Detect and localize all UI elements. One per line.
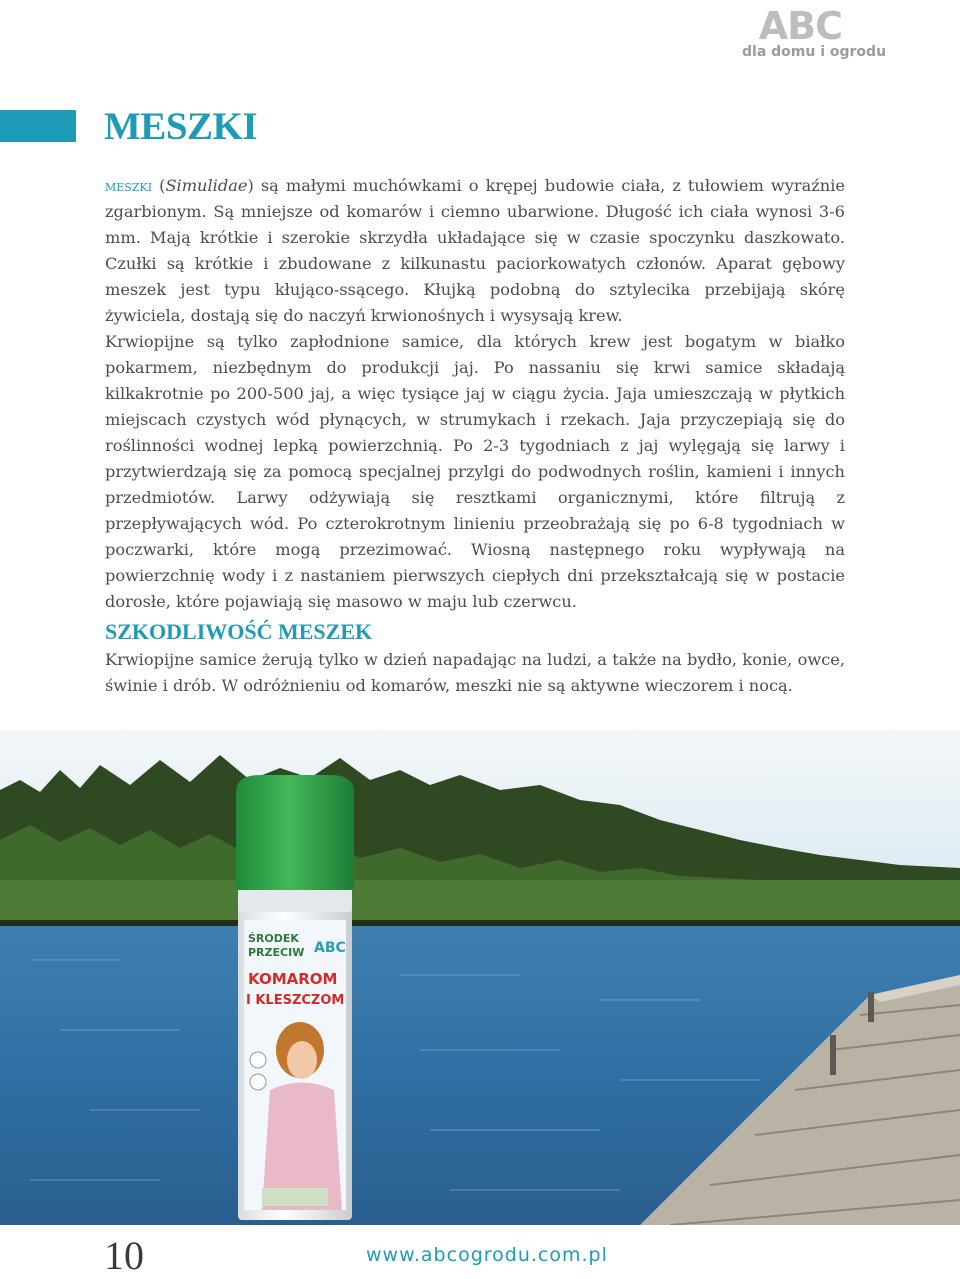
label-line-4: I KLESZCZOM	[246, 993, 345, 1008]
brand-logo	[742, 4, 887, 64]
intro-paragraph-1-text: są małymi muchówkami o krępej budowie ciała, z tułowiem wyraźnie zgarbionym. Są mniejsze od komarów i ciemno ubarwione. Długość ich ciała wynosi 3-6 mm. Mają krótkie i szerokie skrzydła układające się w czasie spoczynku daszkowato. Czułki są krótkie i zbudowane z kilkunastu paciorkowatych członów. Aparat gębowy meszek jest typu kłująco-ssącego. Kłujką podobną do sztylecika przebijają skórę żywiciela, dostają się do naczyń krwionośnych i wysysają krew.	[105, 176, 845, 325]
intro-paragraph-2: Krwiopijne są tylko zapłodnione samice, dla których krew jest bogatym w białko pokarmem, niezbędnym do produkcji jaj. Po nassaniu się krwi samice składają kilkakrotnie po 200-500 jaj, a więc tysiące jaj w ciągu życia. Jaja umieszczają w płytkich miejscach czystych wód płynących, w strumykach i rzekach. Jaja przyczepiają się do roślinności wodnej lepką powierzchnią. Po 2-3 tygodniach z jaj wylęgają się larwy i przytwierdzają się za pomocą specjalnej przylgi do podwodnych roślin, kamieni i innych przedmiotów. Larwy odżywiają się resztkami organicznymi, które filtrują z przepływających wód. Po czterokrotnym linieniu przeobrażają się po 6-8 tygodniach w poczwarki, które mogą przezimować. Wiosną następnego roku wypływają na powierzchnię wody i z nastaniem pierwszych ciepłych dni przekształcają się w postacie dorosłe, które pojawiają się masowo w maju lub czerwcu.	[105, 332, 845, 611]
lake-photo	[0, 730, 960, 1225]
label-line-2: PRZECIW	[248, 946, 305, 959]
logo-tagline: dla domu i ogrodu	[742, 44, 887, 60]
page-number: 10	[104, 1233, 144, 1278]
label-line-3: KOMAROM	[248, 970, 338, 988]
can-cap	[236, 775, 354, 890]
intro-text	[105, 173, 845, 615]
title-accent-bar	[0, 110, 76, 142]
website-link[interactable]: www.abcogrodu.com.pl	[366, 1244, 608, 1266]
section-heading: SZKODLIWOŚĆ MESZEK	[105, 619, 373, 644]
label-brand: ABC	[314, 940, 346, 956]
insect-badge-1	[250, 1052, 266, 1068]
harm-paragraph: Krwiopijne samice żerują tylko w dzień napadając na ludzi, a także na bydło, konie, owce, świnie i drób. W odróżnieniu od komarów, meszki nie są aktywne wieczorem i nocą.	[105, 650, 845, 695]
can-neck	[238, 888, 352, 912]
lead-term: meszki	[105, 176, 153, 195]
tree-line	[0, 880, 960, 925]
page-title: MESZKI	[104, 105, 258, 148]
face	[287, 1041, 317, 1079]
insect-badge-2	[250, 1074, 266, 1090]
lake-illustration	[0, 730, 960, 1225]
label-footer-box	[262, 1188, 328, 1206]
logo-mark: ABC	[758, 4, 842, 48]
latin-name: Simulidae	[165, 176, 248, 195]
intro-paragraph-1: meszki (Simulidae) są małymi muchówkami o krępej budowie ciała, z tułowiem wyraźnie zgarbionym. Są mniejsze od komarów i ciemno ubarwione. Długość ich ciała wynosi 3-6 mm. Mają krótkie i szerokie skrzydła układające się w czasie spoczynku daszkowato. Czułki są krótkie i zbudowane z kilkunastu paciorkowatych członów. Aparat gębowy meszek jest typu kłująco-ssącego. Kłujką podobną do sztylecika przebijają skórę żywiciela, dostają się do naczyń krwionośnych i wysysają krew.	[105, 176, 845, 325]
label-line-1: ŚRODEK	[248, 932, 299, 945]
spray-can	[236, 775, 354, 1220]
